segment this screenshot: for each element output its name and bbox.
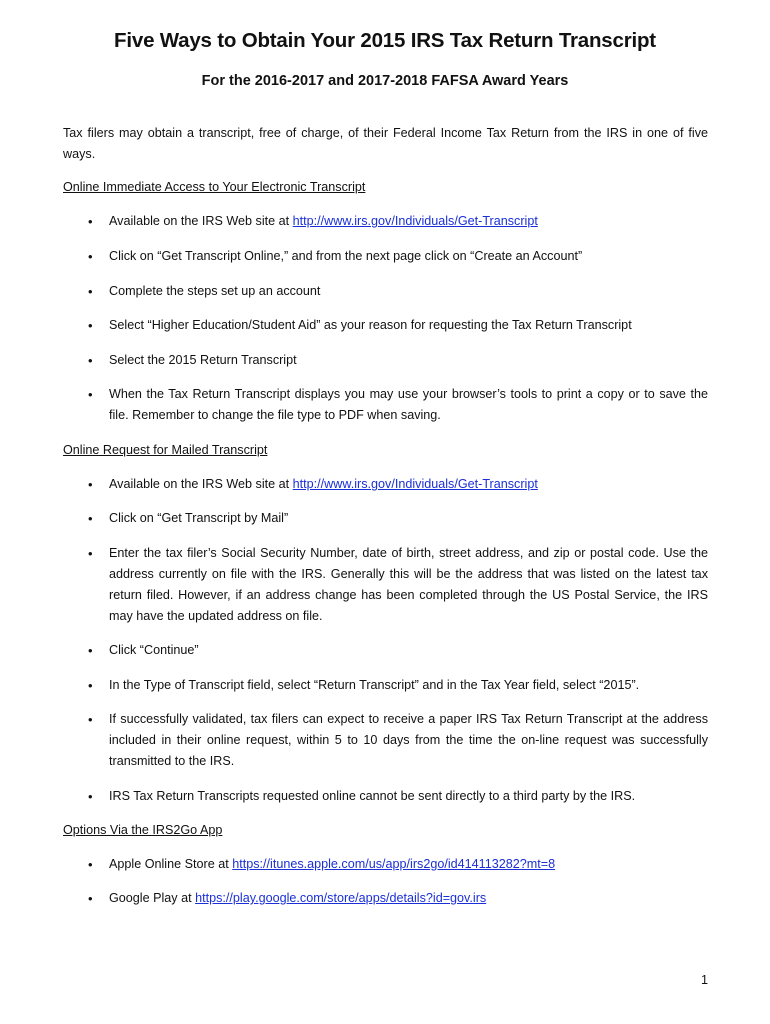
list-item-text: Click on “Get Transcript by Mail”: [109, 511, 289, 525]
bullet-icon: •: [88, 249, 93, 264]
bullet-icon: •: [88, 511, 93, 526]
bullet-icon: •: [88, 789, 93, 804]
bullet-icon: •: [88, 891, 93, 906]
list-item-text: Enter the tax filer’s Social Security Number, date of birth, street address, and zip or postal code. Use the address currently on file with the IRS. Generally this will be the address that was listed on the latest tax return filed. However, if an address change has been completed through the US Postal Service, the IRS may have the updated address on file.: [109, 546, 708, 623]
list-item-text: Available on the IRS Web site at: [109, 214, 293, 228]
page-title: Five Ways to Obtain Your 2015 IRS Tax Return Transcript: [114, 29, 656, 52]
bullet-icon: •: [88, 643, 93, 658]
bullet-icon: •: [88, 353, 93, 368]
bullet-icon: •: [88, 214, 93, 229]
list-item-text: Available on the IRS Web site at: [109, 477, 293, 491]
section-heading-online-mailed: Online Request for Mailed Transcript: [63, 443, 268, 457]
bullet-icon: •: [88, 546, 93, 561]
list-item-text: IRS Tax Return Transcripts requested online cannot be sent directly to a third party by the IRS.: [109, 789, 636, 803]
list-item-text: Click on “Get Transcript Online,” and from the next page click on “Create an Account”: [109, 249, 583, 263]
irs-transcript-link[interactable]: http://www.irs.gov/Individuals/Get-Transcript: [292, 214, 538, 228]
list-item-text: Click “Continue”: [109, 643, 199, 657]
list-item-text: Select the 2015 Return Transcript: [109, 353, 297, 367]
list-item-text: In the Type of Transcript field, select “Return Transcript” and in the Tax Year field, select “2015”.: [109, 678, 640, 692]
google-play-link[interactable]: https://play.google.com/store/apps/details?id=gov.irs: [195, 891, 487, 905]
section-heading-online-immediate: Online Immediate Access to Your Electronic Transcript: [63, 180, 366, 194]
list-item-text: Google Play at: [109, 891, 196, 905]
list-item-text: Select “Higher Education/Student Aid” as your reason for requesting the Tax Return Transcript: [109, 318, 632, 332]
bullet-icon: •: [88, 387, 93, 402]
list-item-text: When the Tax Return Transcript displays you may use your browser’s tools to print a copy or to save the file. Remember to change the file type to PDF when saving.: [109, 387, 708, 422]
bullet-icon: •: [88, 318, 93, 333]
irs-transcript-link[interactable]: http://www.irs.gov/Individuals/Get-Transcript: [292, 477, 538, 491]
list-item-text: Apple Online Store at: [109, 857, 233, 871]
page-number: 1: [700, 973, 708, 987]
bullet-icon: •: [88, 284, 93, 299]
bullet-icon: •: [88, 857, 93, 872]
section-heading-irs2go: Options Via the IRS2Go App: [63, 823, 223, 837]
bullet-icon: •: [88, 712, 93, 727]
apple-store-link[interactable]: https://itunes.apple.com/us/app/irs2go/id414113282?mt=8: [232, 857, 556, 871]
list-item-text: Complete the steps set up an account: [109, 284, 321, 298]
list-item-text: If successfully validated, tax filers can expect to receive a paper IRS Tax Return Transcript at the address included in their online request, within 5 to 10 days from the time the on-line request was successfully transmitted to the IRS.: [109, 712, 708, 768]
bullet-icon: •: [88, 477, 93, 492]
bullet-icon: •: [88, 678, 93, 693]
page-subtitle: For the 2016-2017 and 2017-2018 FAFSA Award Years: [201, 73, 569, 89]
intro-paragraph: Tax filers may obtain a transcript, free of charge, of their Federal Income Tax Return from the IRS in one of five ways.: [63, 126, 708, 161]
